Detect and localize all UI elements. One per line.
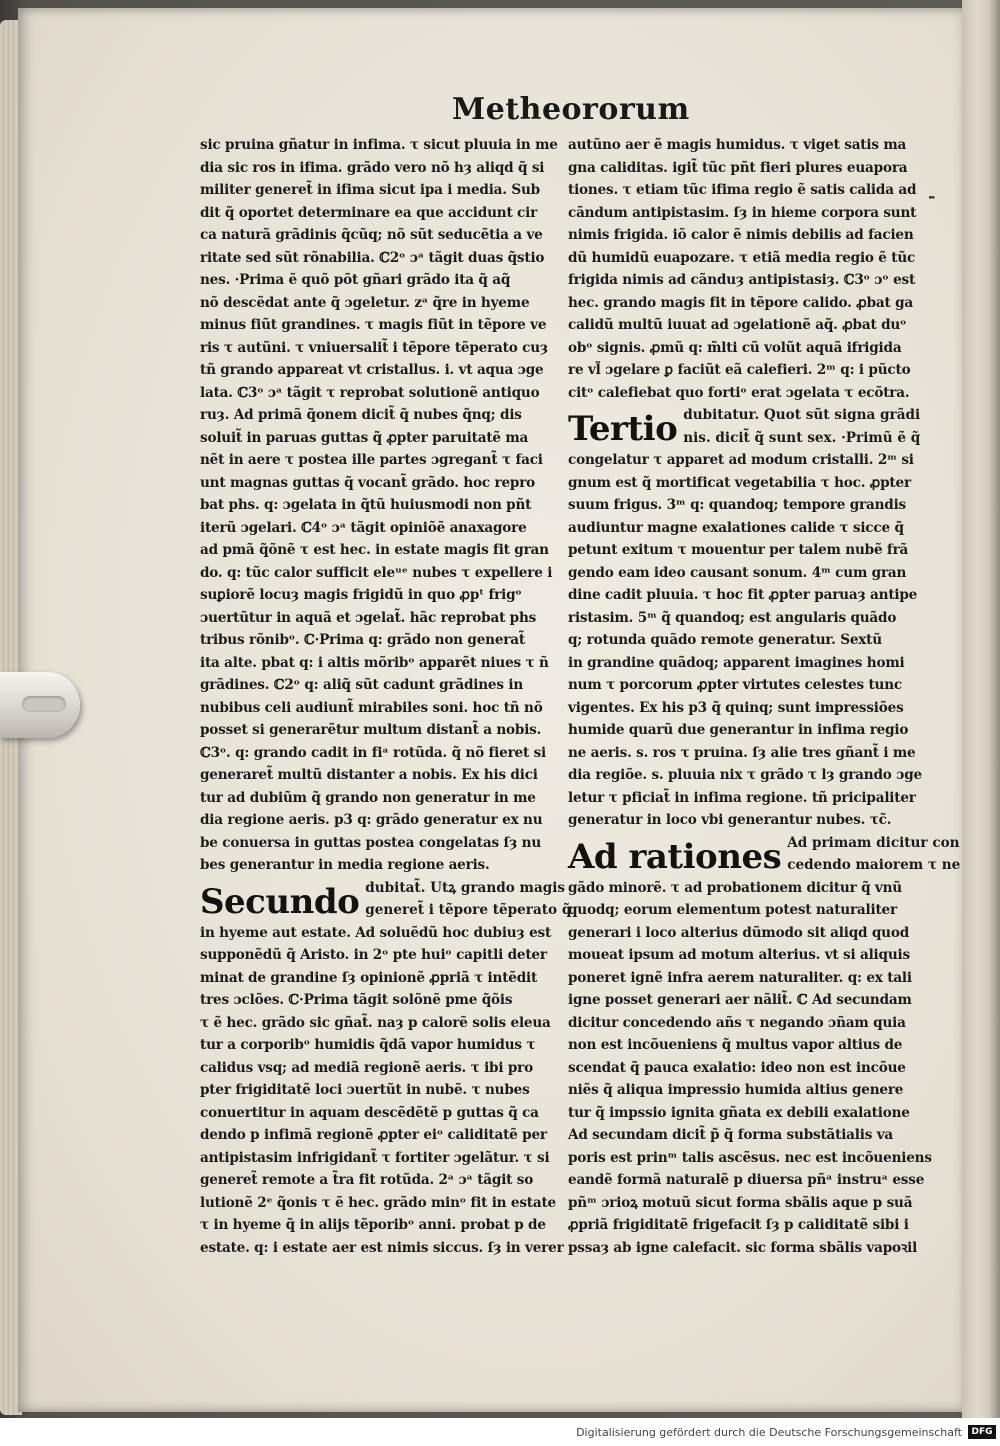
text-line: igne posset generari aer nãlit̃. ℂ Ad secundam [568, 992, 912, 1008]
text-line: ruȝ. Ad primã q̃onem dicit̃ q̃ nubes q̃nq; dis [200, 407, 522, 423]
heading-line: dubitat̃. Utꝝ grando magis [365, 879, 566, 896]
text-line: do. q: tũc calor sufficit eleᵘᵉ nubes τ expellere i [200, 564, 553, 581]
text-line: militer generet̃ in ifima sicut ipa i media. Sub [200, 182, 540, 198]
footer-credit: Digitalisierung gefördert durch die Deutsche Forschungsgemeinschaft [576, 1425, 962, 1439]
text-line: tur a corporibᵒ humidis q̃dã vapor humidus τ [200, 1037, 536, 1053]
text-line: posset si generarẽtur multum distant̃ a nobis. [200, 722, 542, 738]
text-line: pssaȝ ab igne calefacit. sic forma sbãlis vapoꝛil [568, 1239, 918, 1256]
text-line: congelatur τ apparet ad modum cristalli. 2ᵐ si [568, 452, 914, 468]
dfg-logo: DFG [968, 1425, 996, 1439]
text-line: dendo p infimã regionẽ ꝓpter eiᵒ caliditatẽ per [200, 1127, 547, 1143]
text-line: q; rotunda quãdo remote generatur. Sextũ [568, 632, 882, 648]
text-line: tur ad dubiũm q̃ grando non generatur in me [200, 789, 536, 806]
heading-word: Ad rationes [568, 836, 782, 877]
text-line: ne aeris. s. ros τ pruina. ſȝ alie tres gñant̃ i me [568, 744, 916, 761]
left-text-block-1 [200, 134, 558, 877]
text-line: dia sic ros in ifima. grãdo vero nõ hȝ aliqd q̃ si [200, 159, 545, 176]
text-line: grãdines. ℂ2ᵒ q: aliq̃ sũt cadunt grãdines in [200, 677, 524, 693]
text-line: ꝓpriã frigiditatẽ frigefacit ſȝ p caliditatẽ sibi i [568, 1217, 909, 1233]
text-line: tres ɔclões. ℂ·Prima tãgit solõnẽ pme q̃õis [200, 992, 513, 1008]
heading-line: Ad primam dicitur con [787, 834, 960, 851]
text-line: gna caliditas. igit̃ tũc pñt fieri plures euapora [568, 159, 908, 176]
text-line: unt magnas guttas q̃ vocant̃ grãdo. hoc repro [200, 474, 536, 491]
text-line: antipistasim infrigidant̃ τ fortiter ɔgelãtur. τ si [200, 1149, 550, 1166]
text-line: generet̃ remote a t̃ra fit rotũda. 2ᵃ ɔᵃ tãgit so [200, 1172, 534, 1188]
heading-lines [683, 404, 920, 449]
text-line: dine cadit pluuia. τ hoc fit ꝓpter paruaȝ antipe [568, 587, 918, 603]
text-line: suum frigus. 3ᵐ q: quandoq; tempore grandis [568, 497, 906, 513]
text-line: Ad secundam dicit̃ p̃ q̃ forma substãtialis va [568, 1127, 894, 1143]
text-line: estate. q: i estate aer est nimis siccus. ſȝ in verer [200, 1239, 564, 1256]
text-line: generari i loco alterius dũmodo sit aliqd quod [568, 924, 910, 941]
text-line: dia regiõe. s. pluuia nix τ grãdo τ lȝ grando ɔge [568, 767, 922, 783]
text-line: tribus rõnibᵒ. ℂ·Prima q: grãdo non generat̃ [200, 632, 525, 648]
left-column [200, 134, 572, 1259]
text-line: ɔuertũtur in aquã et ɔgelat̃. hãc reprobat phs [200, 609, 537, 626]
text-line: autũno aer ẽ magis humidus. τ viget satis ma [568, 137, 907, 153]
text-line: dũ humidũ euapozare. τ etiã media regio ẽ tũc [568, 249, 916, 266]
text-line: nimis frigida. iõ calor ẽ nimis debilis ad facien [568, 227, 914, 243]
footer-bar [0, 1418, 1000, 1446]
heading-line: nis. dicit̃ q̃ sunt sex. ·Primũ ẽ q̃ [683, 429, 921, 446]
heading-word: Secundo [200, 881, 360, 922]
text-line: be conuersa in guttas postea congelatas ſȝ nu [200, 834, 542, 851]
text-line: tñ grando appareat vt cristallus. i. vt aqua ɔge [200, 362, 544, 378]
text-line: iterũ ɔgelari. ℂ4ᵒ ɔᵃ tãgit opiniõẽ anaxagore [200, 519, 527, 536]
text-line: moueat ipsum ad motum alterius. vt si aliquis [568, 947, 910, 963]
section-heading-secundo [200, 877, 572, 922]
text-line: minat de grandine ſȝ opinionẽ ꝓpriã τ intẽdit [200, 969, 538, 986]
section-heading-tertio [568, 404, 940, 449]
margin-note: - [928, 186, 936, 207]
text-line: nubibus celi audiunt̃ mirabiles soni. hoc tñ nõ [200, 699, 543, 716]
text-line: letur τ pficiat̃ in infima regione. tñ pricipaliter [568, 789, 916, 806]
right-text-block-3 [568, 877, 940, 1260]
text-line: audiuntur magne exalationes calide τ sicce q̃ [568, 519, 904, 536]
text-line: τ in hyeme q̃ in alijs tẽporibᵒ anni. probat p de [200, 1217, 546, 1233]
text-line: tur q̃ impssio ignita gñata ex debili exalatione [568, 1104, 910, 1121]
text-line: ℂ3ᵒ. q: grando cadit in fiᵃ rotũda. q̃ nõ fieret si [200, 744, 547, 761]
right-text-block-1 [568, 134, 940, 404]
text-line: in hyeme aut estate. Ad soluẽdũ hoc dubiuȝ est [200, 924, 552, 941]
text-line: ad pmã q̃õnẽ τ est hec. in estate magis fit gran [200, 542, 549, 558]
text-line: calidus vsq; ad mediã regionẽ aeris. τ ibi pro [200, 1059, 533, 1076]
text-line: quodq; eorum elementum potest naturaliter [568, 902, 897, 918]
text-line: num τ porcorum ꝓpter virtutes celestes tunc [568, 677, 902, 693]
heading-line: dubitatur. Quot sũt signa grãdi [683, 407, 921, 423]
text-line: non est incõueniens q̃ multus vapor altius de [568, 1037, 903, 1053]
text-line: gnum est q̃ mortificat vegetabilia τ hoc. ꝓpter [568, 474, 911, 491]
text-line: conuertitur in aquam descẽdẽtẽ p guttas q̃ ca [200, 1104, 539, 1121]
text-line: pñᵐ ɔrioꝝ motuũ sicut forma sbãlis aque p suã [568, 1194, 913, 1211]
text-line: nes. ·Prima ẽ quõ põt gñari grãdo ita q̃ aq̃ [200, 272, 511, 288]
text-line: nẽt in aere τ postea ille partes ɔgregant̃ τ faci [200, 452, 543, 468]
book-right-edge [962, 0, 1000, 1418]
clip-slot [22, 696, 66, 712]
text-line: calidũ multũ iuuat ad ɔgelationẽ aq̃. ꝓbat duᵒ [568, 317, 907, 333]
text-line: τ ẽ hec. grãdo sic gñat̃. naȝ p calorẽ solis eleua [200, 1014, 551, 1031]
text-line: obᵒ signis. ꝓmũ q: m̃lti cũ volũt aquã ifrigida [568, 339, 902, 356]
text-line: lata. ℂ3ᵒ ɔᵃ tãgit τ reprobat solutionẽ antiquo [200, 384, 540, 401]
text-line: frigida nimis ad cãnduȝ antipistasiȝ. ℂ3ᵒ ɔᵒ est [568, 272, 916, 288]
section-heading-ad-rationes [568, 832, 961, 877]
text-line: poris est prinᵐ talis ascẽsus. nec est incõueniens [568, 1149, 932, 1166]
text-line: pter frigiditatẽ loci ɔuertũt in nubẽ. τ nubes [200, 1082, 530, 1098]
text-line: gãdo minorẽ. τ ad probationem dicitur q̃ vnũ [568, 879, 902, 896]
text-line: scendat q̃ pauca exalatio: ideo non est incõue [568, 1059, 906, 1076]
heading-lines [365, 877, 571, 922]
text-line: generaret̃ multũ distanter a nobis. Ex his dici [200, 767, 538, 783]
left-text-block-2 [200, 922, 564, 1260]
text-line: bat phs. q: ɔgelata in q̃tũ huiusmodi non pñt [200, 497, 532, 513]
text-line: humide quarũ due generantur in infima regio [568, 722, 909, 738]
text-line: ca naturã grãdinis q̃cũq; nõ sũt seducẽtia a ve [200, 227, 543, 243]
text-line: hec. grando magis fit in tẽpore calido. ꝓbat ga [568, 294, 914, 311]
text-line: tiones. τ etiam tũc ifima regio ẽ satis calida ad [568, 182, 917, 198]
text-line: ris τ autũni. τ vniuersalit̃ i tẽpore tẽperato cuȝ [200, 339, 548, 356]
text-line: cãndum antipistasim. ſȝ in hieme corpora sunt [568, 204, 917, 221]
text-line: citᵒ calefiebat quo fortiᵒ erat ɔgelata τ ecõtra. [568, 384, 910, 401]
text-line: generatur in loco vbi generantur nubes. τc̃. [568, 812, 892, 828]
text-line: poneret ignẽ infra aerem naturaliter. q: ex tali [568, 969, 912, 986]
text-line: dit q̃ oportet determinare ea que accidunt cir [200, 204, 538, 221]
text-line: minus fiũt grandines. τ magis fiũt in tẽpore ve [200, 317, 547, 333]
text-line: niẽs q̃ aliqua impressio humida altius genere [568, 1082, 904, 1098]
running-head: Metheororum [452, 92, 690, 127]
text-line: sic pruina gñatur in infima. τ sicut pluuia in me [200, 137, 558, 153]
text-line: soluit̃ in paruas guttas q̃ ꝓpter paruitatẽ ma [200, 429, 529, 446]
text-line: ita alte. pbat q: i altis mõribᵒ apparẽt niues τ ñ [200, 654, 549, 671]
text-line: lutionẽ 2ᵉ q̃onis τ ẽ hec. grãdo minᵒ fit in estate [200, 1194, 557, 1211]
text-line: suꝑiorẽ locuȝ magis frigidũ in quo ꝓpᵗ frigᵒ [200, 587, 522, 603]
text-line: in grandine quãdoq; apparent imagines homi [568, 654, 905, 671]
text-line: dicitur concedendo añs τ negando ɔñam quia [568, 1014, 906, 1031]
heading-lines [787, 832, 960, 877]
text-line: ritate sed sũt rõnabilia. ℂ2ᵒ ɔᵃ tãgit duas q̃stio [200, 249, 545, 266]
right-text-block-2 [568, 449, 940, 832]
text-line: vigentes. Ex his p3 q̃ quinq; sunt impressiões [568, 699, 904, 716]
heading-line: generet̃ i tẽpore tẽperato q̃ [365, 902, 572, 918]
text-line: dia regione aeris. p3 q: grãdo generatur ex nu [200, 812, 543, 828]
text-line: supponẽdũ q̃ Aristo. in 2ᵒ pte huiᵒ capitli deter [200, 947, 547, 963]
text-line: eandẽ formã naturalẽ p diuersa pñᵃ instruᵃ esse [568, 1172, 925, 1188]
text-line: re vl̃ ɔgelare ꝑ faciũt eã calefieri. 2ᵐ q: i pũcto [568, 362, 911, 378]
page-holder-clip [0, 672, 80, 738]
text-line: gendo eam ideo causant sonum. 4ᵐ cum gran [568, 564, 907, 581]
heading-line: cedendo maiorem τ ne [787, 857, 961, 873]
text-line: bes generantur in media regione aeris. [200, 857, 490, 873]
text-line: petunt exitum τ mouentur per talem nubẽ frã [568, 542, 909, 558]
text-line: nõ descẽdat ante q̃ ɔgeletur. zᵃ q̃re in hyeme [200, 294, 530, 311]
heading-word: Tertio [568, 409, 678, 449]
right-column [568, 134, 961, 1259]
text-line: ristasim. 5ᵐ q̃ quandoq; est angularis quãdo [568, 609, 897, 626]
